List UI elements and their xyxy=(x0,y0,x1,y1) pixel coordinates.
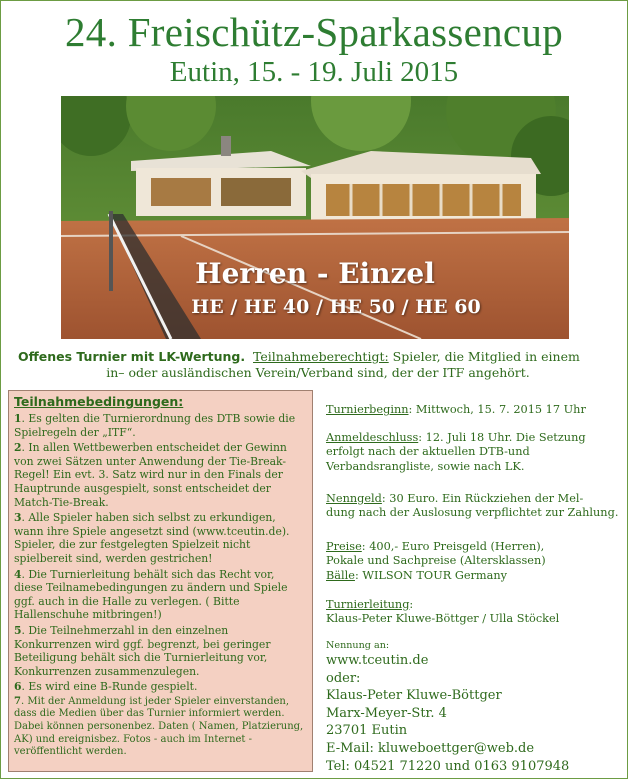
age-categories: HE / HE 40 / HE 50 / HE 60 xyxy=(191,296,481,318)
balls-text: : WILSON TOUR Germany xyxy=(354,568,508,582)
rule-text-line: veröffentlicht werden. xyxy=(14,746,127,758)
lead-section xyxy=(326,598,559,627)
eligibility-label: Teilnahmeberechtigt: xyxy=(253,349,389,364)
conditions-heading: Teilnahmebedingungen: xyxy=(14,394,184,409)
rule-text-line: wann ihre Spiele angesetzt sind (www.tceutin.de). xyxy=(14,524,290,538)
condition-rule-6 xyxy=(14,680,306,694)
rule-number: 5 xyxy=(14,623,22,637)
contact-lines xyxy=(326,652,569,775)
rule-text-line: . Mit der Anmeldung ist jeder Spieler einverstanden, xyxy=(20,695,290,707)
open-tournament-label: Offenes Turnier mit LK-Wertung. xyxy=(18,349,246,364)
lead-colon: : xyxy=(409,598,414,611)
fee-value: : 30 Euro. xyxy=(381,492,439,505)
contact-line: 23701 Eutin xyxy=(326,723,408,739)
eligibility-text-2: in– oder ausländischen Verein/Verband sind, der der ITF angehört. xyxy=(106,365,530,380)
start-label: Turnierbeginn xyxy=(326,403,409,416)
start-value: : Mittwoch, 15. 7. 2015 17 Uhr xyxy=(408,403,586,416)
rule-text-line: spielbereit sind, werden gestrichen! xyxy=(14,551,213,565)
prizes-text-1: : 400,- Euro Preisgeld (Herren), xyxy=(361,540,545,553)
prizes-text-2: Pokale und Sachpreise (Altersklassen) xyxy=(326,554,546,568)
rule-text-line: . Alle Spieler haben sich selbst zu erkundigen, xyxy=(21,511,276,525)
rule-text-line: Spieler, die zur festgelegten Spielzeit nicht xyxy=(14,538,251,552)
rule-number: 4 xyxy=(14,567,22,581)
rule-text-line: Match-Tie-Break. xyxy=(14,495,109,509)
tournament-dates: Eutin, 15. - 19. Juli 2015 xyxy=(169,56,459,88)
rule-number: 6 xyxy=(14,680,22,694)
fee-text-1: Ein Rückziehen der Mel- xyxy=(438,492,584,505)
rule-text-line: . Es gelten die Turnierordnung des DTB sowie die xyxy=(21,412,296,425)
start-section xyxy=(326,403,586,417)
lead-text: Klaus-Peter Kluwe-Böttger / Ulla Stöckel xyxy=(326,612,560,626)
prizes-section xyxy=(326,540,546,583)
rule-text-line: Regel! Ein evt. 3. Satz wird nur in den Finals der xyxy=(14,468,283,482)
deadline-section xyxy=(326,431,586,474)
rule-text-line: Konkurrenzen wird ggf. begrenzt, bei geringer xyxy=(14,637,271,651)
condition-rule-2 xyxy=(14,441,306,509)
rule-text-line: dass die Medien über das Turnier informiert werden. xyxy=(14,708,285,720)
rule-text-line: . Es wird eine B-Runde gespielt. xyxy=(21,680,198,694)
deadline-value: : 12. Juli 18 Uhr. xyxy=(418,431,513,444)
contact-line[interactable]: www.tceutin.de xyxy=(326,653,429,668)
rule-text-line: Spielregeln der „ITF“. xyxy=(14,425,136,439)
lead-label: Turnierleitung xyxy=(326,598,410,611)
prizes-label: Preise xyxy=(326,540,362,553)
rule-number: 3 xyxy=(14,511,22,525)
fee-section xyxy=(326,492,618,521)
fee-text-2: dung nach der Auslosung verpflichtet zur Zahlung. xyxy=(326,506,619,520)
rule-text-line: . Die Turnierleitung behält sich das Recht vor, xyxy=(21,567,275,581)
conditions-list xyxy=(14,412,306,759)
rule-text-line: Konkurrenzen zusammenzulegen. xyxy=(14,664,200,678)
rule-text-line: AK) und ereignisbez. Fotos - auch im Internet - xyxy=(14,733,253,745)
contact-section xyxy=(326,640,569,775)
rule-text-line: Hauptrunde ausgespielt, sonst entscheidet der xyxy=(14,481,271,495)
rule-number: 2 xyxy=(14,441,22,455)
condition-rule-1 xyxy=(14,412,306,439)
conditions-box xyxy=(8,390,313,772)
condition-rule-3 xyxy=(14,511,306,565)
contact-line: Klaus-Peter Kluwe-Böttger xyxy=(326,688,502,704)
balls-label: Bälle xyxy=(326,568,355,582)
deadline-text-2: erfolgt nach der aktuellen DTB-und xyxy=(326,445,530,459)
rule-text-line: diese Teilnamebedingungen zu ändern und Spiele xyxy=(14,581,288,595)
rule-text-line: Dabei können personenbez. Daten ( Namen, Platzierung, xyxy=(14,721,304,733)
contact-line: Marx-Meyer-Str. 4 xyxy=(326,705,447,721)
fee-label: Nenngeld xyxy=(326,492,382,505)
rule-text-line: . In allen Wettbewerben entscheidet der Gewinn xyxy=(21,441,287,455)
contact-line[interactable]: E-Mail: kluweboettger@web.de xyxy=(326,740,535,756)
rule-text-line: Hallenschuhe mitbringen!) xyxy=(14,608,162,622)
rule-text-line: Beteiligung behält sich die Turnierleitung vor, xyxy=(14,651,268,665)
rule-number: 7 xyxy=(14,695,21,707)
deadline-text-1: Die Setzung xyxy=(512,431,586,444)
tennis-court-photo xyxy=(61,96,569,339)
deadline-text-3: Verbandsrangliste, sowie nach LK. xyxy=(326,459,525,473)
tournament-title: 24. Freischütz-Sparkassencup xyxy=(65,9,563,55)
condition-rule-4 xyxy=(14,568,306,622)
open-tournament-info xyxy=(18,349,618,381)
condition-rule-5 xyxy=(14,624,306,678)
contact-line: oder: xyxy=(326,670,361,686)
contact-line: Tel: 04521 71220 und 0163 9107948 xyxy=(326,758,570,774)
deadline-label: Anmeldeschluss xyxy=(326,431,419,444)
eligibility-text-1: Spieler, die Mitglied in einem xyxy=(388,349,580,364)
rule-text-line: ggf. auch in die Halle zu verlegen. ( Bitte xyxy=(14,594,240,608)
contact-heading: Nennung an: xyxy=(326,640,390,651)
rule-text-line: von zwei Sätzen unter Anwendung der Tie-Break- xyxy=(14,454,287,468)
rule-text-line: . Die Teilnehmerzahl in den einzelnen xyxy=(21,623,229,637)
rule-number: 1 xyxy=(14,412,22,425)
condition-rule-7 xyxy=(14,696,306,759)
event-title: Herren - Einzel xyxy=(195,257,435,290)
